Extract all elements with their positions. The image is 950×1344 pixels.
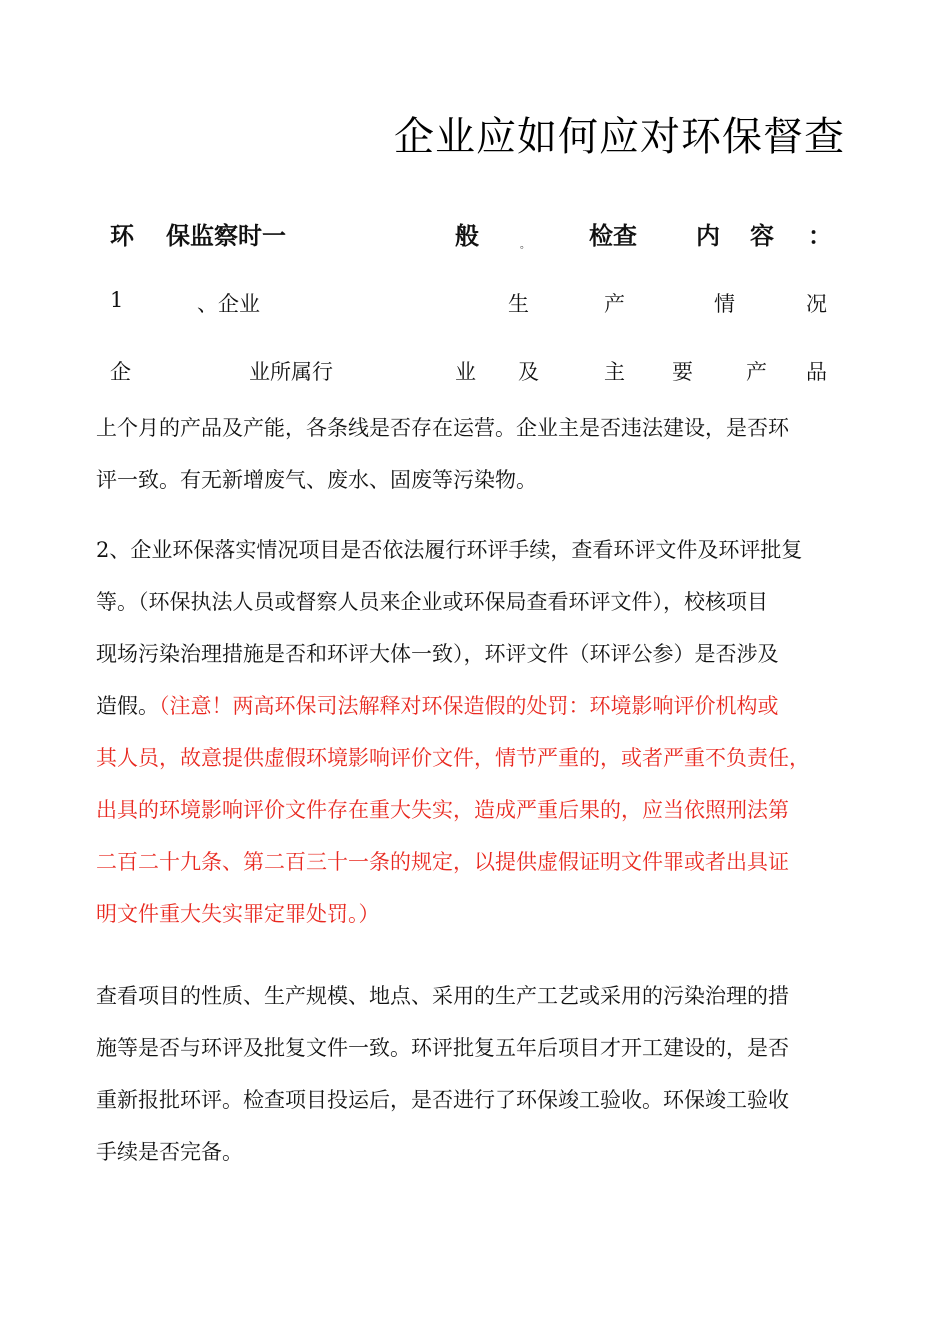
section-heading-part: 保监察时一: [166, 222, 286, 250]
item1-word: 主: [604, 360, 625, 384]
text-line: 评一致。有无新增废气、废水、固废等污染物。: [96, 468, 537, 492]
section-heading-part: 检查: [589, 222, 637, 250]
text-line: 重新报批环评。检查项目投运后，是否进行了环保竣工验收。环保竣工验收: [96, 1088, 789, 1112]
section-heading-part: 。: [520, 240, 530, 251]
item1-word: 产: [604, 292, 625, 316]
item1-word: 要: [672, 360, 693, 384]
item1-paragraph: [96, 402, 856, 506]
legal-warning-text: （注意！两高环保司法解释对环保造假的处罚：环境影响评价机构或: [159, 694, 779, 718]
legal-warning-text: 明文件重大失实罪定罪处罚。）: [96, 902, 380, 926]
item2-paragraph: [96, 524, 856, 940]
document-title: 企业应如何应对环保督查: [394, 114, 845, 160]
item1-word: 情: [714, 292, 735, 316]
text-line: 2、企业环保落实情况项目是否依法履行环评手续，查看环评文件及环评批复: [96, 538, 803, 562]
section-heading-part: 容: [750, 222, 774, 250]
text-line: 等。（环保执法人员或督察人员来企业或环保局查看环评文件），校核项目: [96, 590, 768, 614]
text-line: 上个月的产品及产能，各条线是否存在运营。企业主是否违法建设，是否环: [96, 416, 789, 440]
text-segment: 造假。: [96, 694, 159, 718]
item1-word: 业所属行: [249, 360, 333, 384]
section-heading-part: 般: [455, 222, 479, 250]
text-line: 手续是否完备。: [96, 1140, 243, 1164]
legal-warning-text: 出具的环境影响评价文件存在重大失实，造成严重后果的，应当依照刑法第: [96, 798, 789, 822]
item1-word: 生: [508, 292, 529, 316]
section-heading-part: ：: [808, 222, 832, 250]
item1-word: 况: [806, 292, 827, 316]
item1-word: 1: [110, 288, 124, 312]
text-line: [96, 680, 856, 732]
text-line: 查看项目的性质、生产规模、地点、采用的生产工艺或采用的污染治理的措: [96, 984, 789, 1008]
item1-word: 产: [746, 360, 767, 384]
item1-word: 品: [806, 360, 827, 384]
text-line: 施等是否与环评及批复文件一致。环评批复五年后项目才开工建设的，是否: [96, 1036, 789, 1060]
section-heading-part: 环: [110, 222, 134, 250]
legal-warning-text: 二百二十九条、第二百三十一条的规定，以提供虚假证明文件罪或者出具证: [96, 850, 789, 874]
item1-word: 业: [455, 360, 476, 384]
section-heading-part: 内: [696, 222, 720, 250]
item3-paragraph: [96, 970, 856, 1178]
item1-word: 、企业: [197, 292, 260, 316]
item1-word: 企: [110, 360, 131, 384]
text-line: 现场污染治理措施是否和环评大体一致），环评文件（环评公参）是否涉及: [96, 642, 779, 666]
item1-word: 及: [518, 360, 539, 384]
legal-warning-text: 其人员，故意提供虚假环境影响评价文件，情节严重的，或者严重不负责任，: [96, 746, 810, 770]
